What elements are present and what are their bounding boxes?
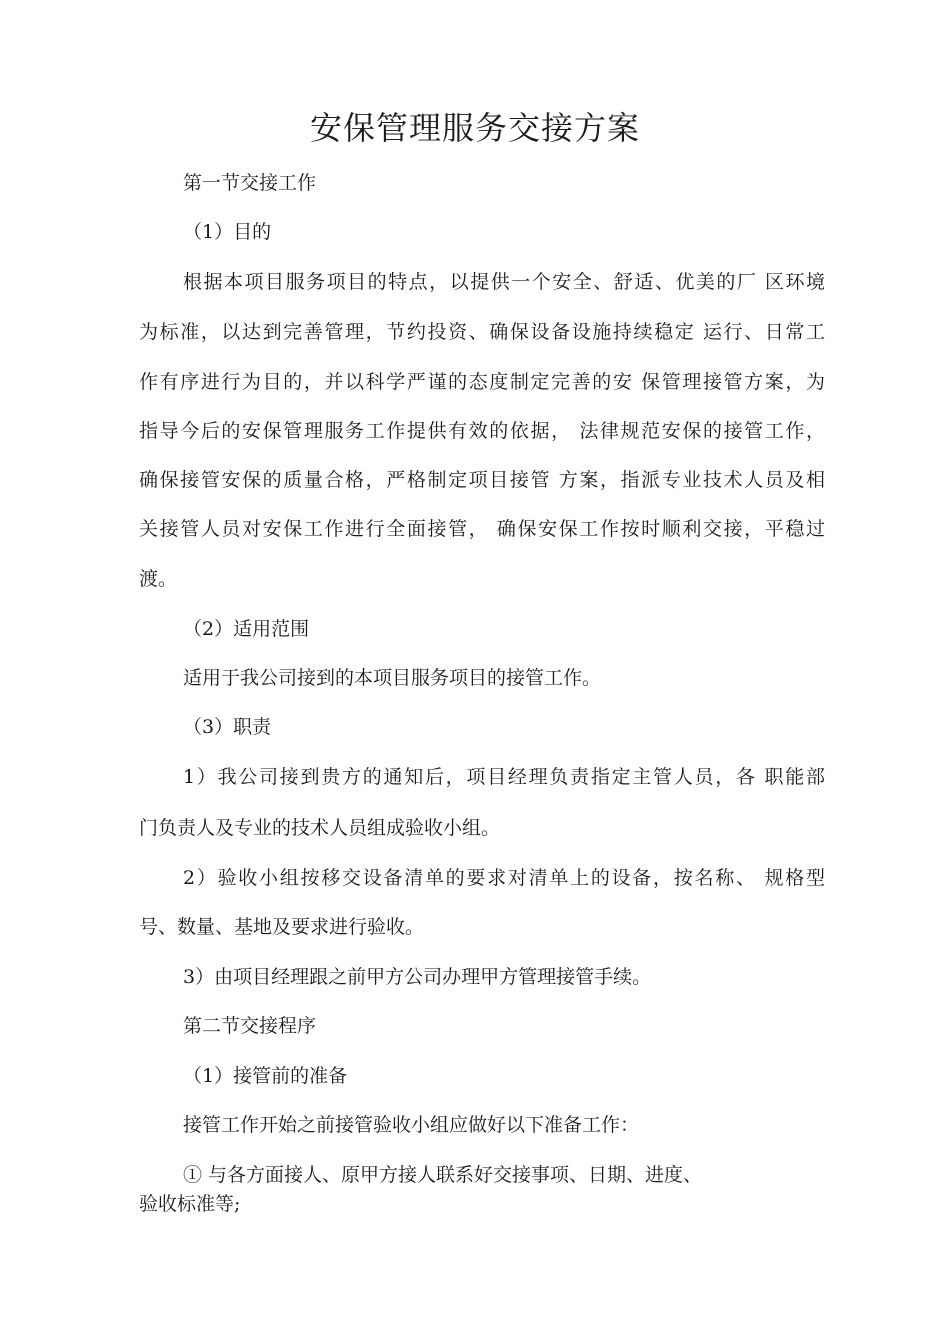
document-title: 安保管理服务交接方案 <box>309 109 640 147</box>
paragraph-line: 指导今后的安保管理服务工作提供有效的依据， 法律规范安保的接管工作， <box>139 420 825 442</box>
section-heading: 第二节交接程序 <box>183 1015 317 1037</box>
paragraph-line: 关接管人员对安保工作进行全面接管， 确保安保工作按时顺利交接，平稳过 <box>139 518 825 540</box>
paragraph-line: 2）验收小组按移交设备清单的要求对清单上的设备，按名称、 规格型 <box>183 867 825 889</box>
paragraph-line: 号、数量、基地及要求进行验收。 <box>139 916 425 938</box>
paragraph-line: 根据本项目服务项目的特点，以提供一个安全、舒适、优美的厂 区环境 <box>183 271 825 293</box>
paragraph-line: 1）我公司接到贵方的通知后，项目经理负责指定主管人员，各 职能部 <box>183 766 825 788</box>
paragraph-line: 渡。 <box>139 568 178 590</box>
paragraph-line: 作有序进行为目的，并以科学严谨的态度制定完善的安 保管理接管方案，为 <box>139 371 825 393</box>
paragraph-line: 为标准，以达到完善管理，节约投资、确保设备设施持续稳定 运行、日常工 <box>139 321 825 343</box>
paragraph-line: 门负责人及专业的技术人员组成验收小组。 <box>139 817 501 839</box>
list-item-line: 验收标准等; <box>139 1193 241 1215</box>
list-item-line: ① 与各方面接人、原甲方接人联系好交接事项、日期、进度、 <box>183 1164 703 1186</box>
subsection-heading: （1）接管前的准备 <box>183 1065 348 1087</box>
paragraph-line: 适用于我公司接到的本项目服务项目的接管工作。 <box>183 667 602 689</box>
subsection-heading: （2）适用范围 <box>183 618 310 640</box>
subsection-heading: （3）职责 <box>183 716 272 738</box>
paragraph-line: 3）由项目经理跟之前甲方公司办理甲方管理接管手续。 <box>183 966 652 988</box>
paragraph-line: 确保接管安保的质量合格，严格制定项目接管 方案，指派专业技术人员及相 <box>139 469 825 491</box>
paragraph-line: 接管工作开始之前接管验收小组应做好以下准备工作： <box>183 1114 640 1136</box>
section-heading: 第一节交接工作 <box>183 172 317 194</box>
subsection-heading: （1）目的 <box>183 221 272 243</box>
